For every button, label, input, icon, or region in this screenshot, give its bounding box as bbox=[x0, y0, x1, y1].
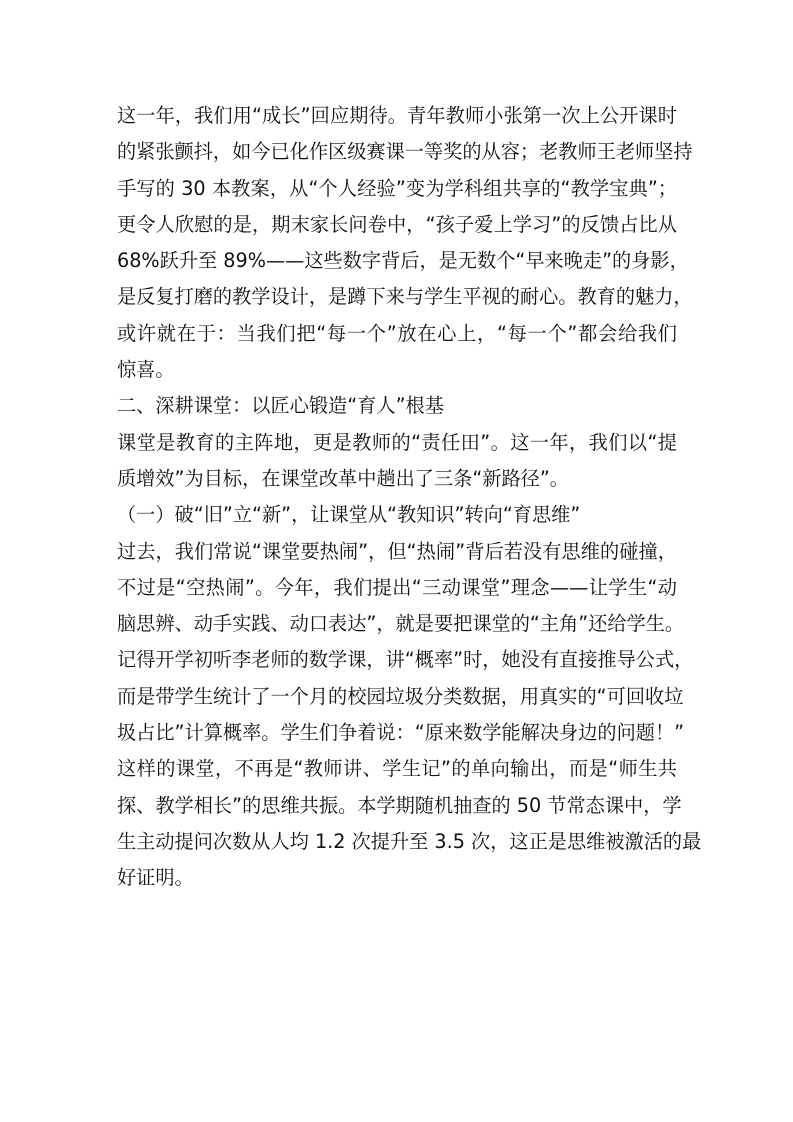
paragraph-line: 是反复打磨的教学设计，是蹲下来与学生平视的耐心。教育的魅力， bbox=[117, 285, 693, 309]
paragraph-line: 过去，我们常说“课堂要热闹”，但“热闹”背后若没有思维的碰撞， bbox=[117, 539, 677, 563]
paragraph-line: 圾占比”计算概率。学生们争着说：“原来数学能解决身边的问题！” bbox=[117, 721, 685, 745]
paragraph-line: 的紧张颤抖，如今已化作区级赛课一等奖的从容；老教师王老师坚持 bbox=[117, 140, 693, 164]
paragraph-line: 生主动提问次数从人均 1.2 次提升至 3.5 次，这正是思维被激活的最 bbox=[117, 829, 702, 853]
paragraph-line: 脑思辨、动手实践、动口表达”，就是要把课堂的“主角”还给学生。 bbox=[117, 612, 685, 636]
paragraph-line: 这一年，我们用“成长”回应期待。青年教师小张第一次上公开课时 bbox=[117, 104, 677, 127]
paragraph-line-last: 惊喜。 bbox=[117, 358, 175, 382]
paragraph-line-last: 好证明。 bbox=[117, 866, 194, 890]
paragraph-line-last: 质增效”为目标，在课堂改革中趟出了三条“新路径”。 bbox=[117, 466, 569, 490]
paragraph-line: 或许就在于：当我们把“每一个”放在心上，“每一个”都会给我们 bbox=[117, 321, 677, 345]
paragraph-line: 手写的 30 本教案，从“个人经验”变为学科组共享的“教学宝典”； bbox=[117, 176, 677, 200]
paragraph-line: 不过是“空热闹”。今年，我们提出“三动课堂”理念——让学生“动 bbox=[117, 575, 677, 599]
paragraph-line: 课堂是教育的主阵地，更是教师的“责任田”。这一年，我们以“提 bbox=[117, 430, 677, 454]
section-heading: 二、深耕课堂：以匠心锻造“育人”根基 bbox=[117, 394, 444, 418]
paragraph-line: 记得开学初听李老师的数学课，讲“概率”时，她没有直接推导公式， bbox=[117, 648, 694, 672]
paragraph-line: 68%跃升至 89%——这些数字背后，是无数个“早来晚走”的身影， bbox=[117, 249, 689, 273]
paragraph-line: 探、教学相长”的思维共振。本学期随机抽查的 50 节常态课中，学 bbox=[117, 793, 682, 817]
subsection-heading: （一）破“旧”立“新”，让课堂从“教知识”转向“育思维” bbox=[117, 503, 581, 527]
document-body bbox=[117, 98, 702, 897]
paragraph-line: 更令人欣慰的是，期末家长问卷中，“孩子爱上学习”的反馈占比从 bbox=[117, 212, 677, 236]
paragraph-line: 这样的课堂，不再是“教师讲、学生记”的单向输出，而是“师生共 bbox=[117, 757, 677, 781]
paragraph-line: 而是带学生统计了一个月的校园垃圾分类数据，用真实的“可回收垃 bbox=[117, 684, 684, 708]
